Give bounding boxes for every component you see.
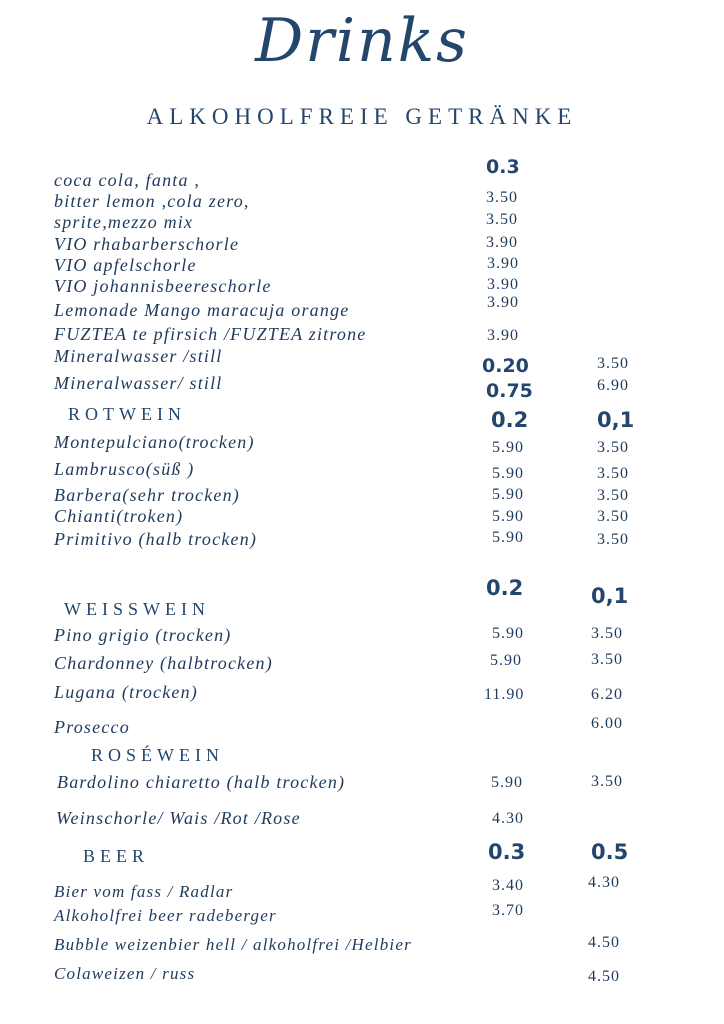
beer-name: Bier vom fass / Radlar: [54, 882, 234, 901]
wine-name: Montepulciano(trocken): [54, 432, 255, 452]
section-title-beer: BEER: [83, 846, 150, 866]
wine-name: Pino grigio (trocken): [54, 625, 232, 645]
drink-name: coca cola, fanta ,: [54, 170, 201, 190]
wine-price-0-2: 5.90: [490, 652, 522, 669]
beer-name: Alkoholfrei beer radeberger: [54, 906, 277, 925]
wine-name: Bardolino chiaretto (halb trocken): [57, 772, 346, 792]
water-name: Mineralwasser/ still: [54, 373, 223, 393]
wine-price-0-1: 3.50: [597, 508, 629, 525]
wine-name: Barbera(sehr trocken): [54, 485, 240, 505]
drink-price: 3.50: [486, 189, 518, 206]
size-header-0-1: 0,1: [591, 584, 629, 608]
wine-price-0-1: 3.50: [597, 465, 629, 482]
water-size: 0.20: [482, 355, 529, 377]
drink-name: Lemonade Mango maracuja orange: [54, 300, 350, 320]
wine-name: Weinschorle/ Wais /Rot /Rose: [56, 808, 301, 828]
drink-name: VIO rhabarberschorle: [54, 234, 240, 254]
wine-name: Lambrusco(süß ): [54, 459, 195, 479]
beer-name: Bubble weizenbier hell / alkoholfrei /Helbier: [54, 935, 412, 954]
water-size: 0.75: [486, 380, 533, 402]
wine-price-0-1: 3.50: [591, 651, 623, 668]
section-title-rosewein: ROSÉWEIN: [91, 745, 224, 765]
wine-price-0-1: 3.50: [597, 439, 629, 456]
beer-price-0-3: 3.40: [492, 877, 524, 894]
size-header-0-3: 0.3: [486, 156, 520, 178]
wine-price-0-2: 5.90: [492, 508, 524, 525]
wine-name: Chianti(troken): [54, 506, 184, 526]
wine-name: Lugana (trocken): [54, 682, 199, 702]
water-name: Mineralwasser /still: [54, 346, 223, 366]
water-price: 6.90: [597, 377, 629, 394]
menu-title: Drinks: [255, 6, 469, 76]
wine-price-0-1: 6.00: [591, 715, 623, 732]
beer-price-0-5: 4.50: [588, 968, 620, 985]
wine-price-0-2: 5.90: [492, 625, 524, 642]
wine-price-0-1: 6.20: [591, 686, 623, 703]
wine-price-0-2: 5.90: [492, 529, 524, 546]
drink-price: 3.90: [487, 294, 519, 311]
wine-price: 5.90: [491, 774, 523, 791]
section-title-weisswein: WEISSWEIN: [64, 599, 210, 619]
drink-name: sprite,mezzo mix: [54, 212, 194, 232]
size-header-0-3: 0.3: [488, 840, 526, 864]
beer-price-0-5: 4.50: [588, 934, 620, 951]
drink-name: VIO johannisbeereschorle: [54, 276, 272, 296]
beer-price-0-3: 3.70: [492, 902, 524, 919]
wine-price-0-2: 5.90: [492, 465, 524, 482]
size-header-0-5: 0.5: [591, 840, 629, 864]
drink-name: VIO apfelschorle: [54, 255, 197, 275]
wine-name: Chardonney (halbtrocken): [54, 653, 273, 673]
section-title-alkoholfrei: ALKOHOLFREIE GETRÄNKE: [146, 104, 578, 129]
drink-price: 3.50: [486, 211, 518, 228]
wine-name: Prosecco: [54, 717, 130, 737]
section-title-rotwein: ROTWEIN: [68, 404, 186, 424]
drink-price: 3.90: [486, 234, 518, 251]
drink-name: FUZTEA te pfirsich /FUZTEA zitrone: [54, 324, 367, 344]
wine-name: Primitivo (halb trocken): [54, 529, 258, 549]
wine-price-0-2: 5.90: [492, 486, 524, 503]
wine-price: 3.50: [591, 773, 623, 790]
wine-price-0-1: 3.50: [597, 531, 629, 548]
wine-price-0-2: 5.90: [492, 439, 524, 456]
size-header-0-2: 0.2: [486, 576, 524, 600]
wine-price-0-1: 3.50: [597, 487, 629, 504]
water-price: 3.50: [597, 355, 629, 372]
beer-name: Colaweizen / russ: [54, 964, 196, 983]
wine-price: 4.30: [492, 810, 524, 827]
drink-price: 3.90: [487, 255, 519, 272]
size-header-0-1: 0,1: [597, 408, 635, 432]
wine-price-0-2: 11.90: [484, 686, 525, 703]
wine-price-0-1: 3.50: [591, 625, 623, 642]
drink-name: bitter lemon ,cola zero,: [54, 191, 250, 211]
drink-price: 3.90: [487, 327, 519, 344]
beer-price-0-5: 4.30: [588, 874, 620, 891]
drink-price: 3.90: [487, 276, 519, 293]
size-header-0-2: 0.2: [491, 408, 529, 432]
